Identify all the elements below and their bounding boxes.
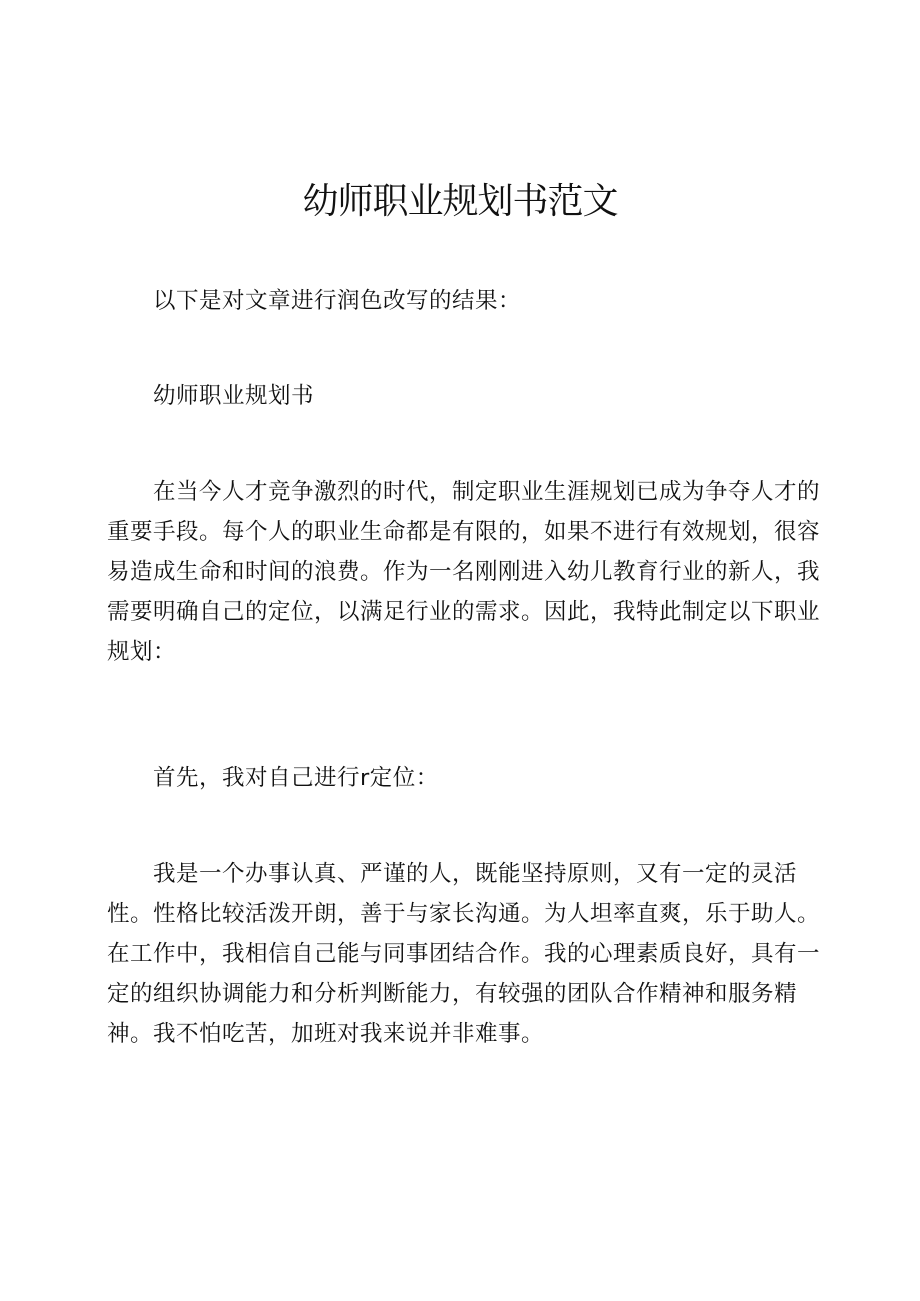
document-title: 幼师职业规划书范文 <box>302 181 618 222</box>
body-paragraph-2: 我是一个办事认真、严谨的人，既能坚持原则，又有一定的灵活性。性格比较活泼开朗，善于与家长沟通。为人坦率直爽，乐于助人。在工作中，我相信自己能与同事团结合作。我的心理素质良好，具有一定的组织协调能力和分析判断能力，有较强的团队合作精神和服务精神。我不怕吃苦，加班对我来说并非难事。 <box>107 861 821 1047</box>
subtitle-paragraph: 幼师职业规划书 <box>153 383 315 409</box>
section-heading-paragraph: 首先，我对自己进行r定位： <box>153 765 439 791</box>
intro-paragraph: 以下是对文章进行润色改写的结果： <box>153 288 522 314</box>
body-paragraph-1: 在当今人才竞争激烈的时代，制定职业生涯规划已成为争夺人才的重要手段。每个人的职业生命都是有限的，如果不进行有效规划，很容易造成生命和时间的浪费。作为一名刚刚进入幼儿教育行业的新人，我需要明确自己的定位，以满足行业的需求。因此，我特此制定以下职业规划： <box>107 479 821 665</box>
